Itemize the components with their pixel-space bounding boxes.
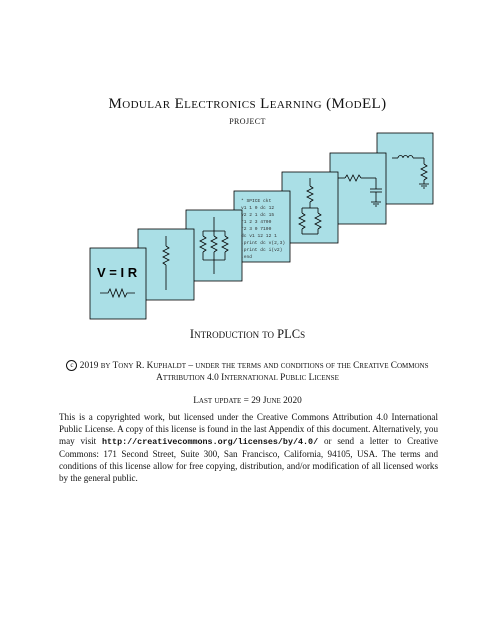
netlist-line: .print dc v(2,3) [241, 241, 286, 246]
netlist-line: v1 1 0 dc 12 [241, 206, 275, 211]
project-title-line1: Modular Electronics Learning (ModEL) [108, 96, 387, 112]
last-update: Last update = 29 June 2020 [193, 396, 302, 406]
netlist-line: * SPICE ckt [241, 199, 272, 204]
netlist-line: r2 3 0 7100 [241, 227, 272, 232]
license-text-after: or send a letter to Creative Commons: 171 Second Street, Suite 300, San Francisco, California, 94105, USA. The terms and conditions of this license allow for free copying, distribution, and/or modification of all licensed works by the general public. [59, 436, 438, 483]
netlist-line: dc v1 12 12 1 [241, 234, 277, 239]
ohms-law-text: V = I R [97, 265, 138, 280]
license-url-link[interactable]: http://creativecommons.org/licenses/by/4.0/ [102, 437, 319, 447]
copyright-notice [50, 360, 445, 384]
netlist-line: .print dc i(v2) [241, 248, 283, 253]
netlist-line: r1 2 3 4700 [241, 220, 272, 225]
license-text-before: This is a copyrighted work, but licensed under the Creative Commons Attribution 4.0 International Public License. A copy of this license is found in the last Appendix of this document. Alternatively, you may visit [59, 412, 438, 446]
card-ohms-law [90, 248, 146, 319]
copyright-text: 2019 by Tony R. Kuphaldt – under the terms and conditions of the Creative Commons Attribution 4.0 International Public License [79, 361, 429, 383]
copyright-icon: c [66, 360, 77, 371]
netlist-line: .end [241, 255, 253, 260]
netlist-line: v2 2 1 dc 15 [241, 213, 275, 218]
license-paragraph [59, 411, 438, 484]
document-title: Introduction to PLCs [189, 327, 306, 341]
project-title-line2: project [229, 115, 266, 127]
